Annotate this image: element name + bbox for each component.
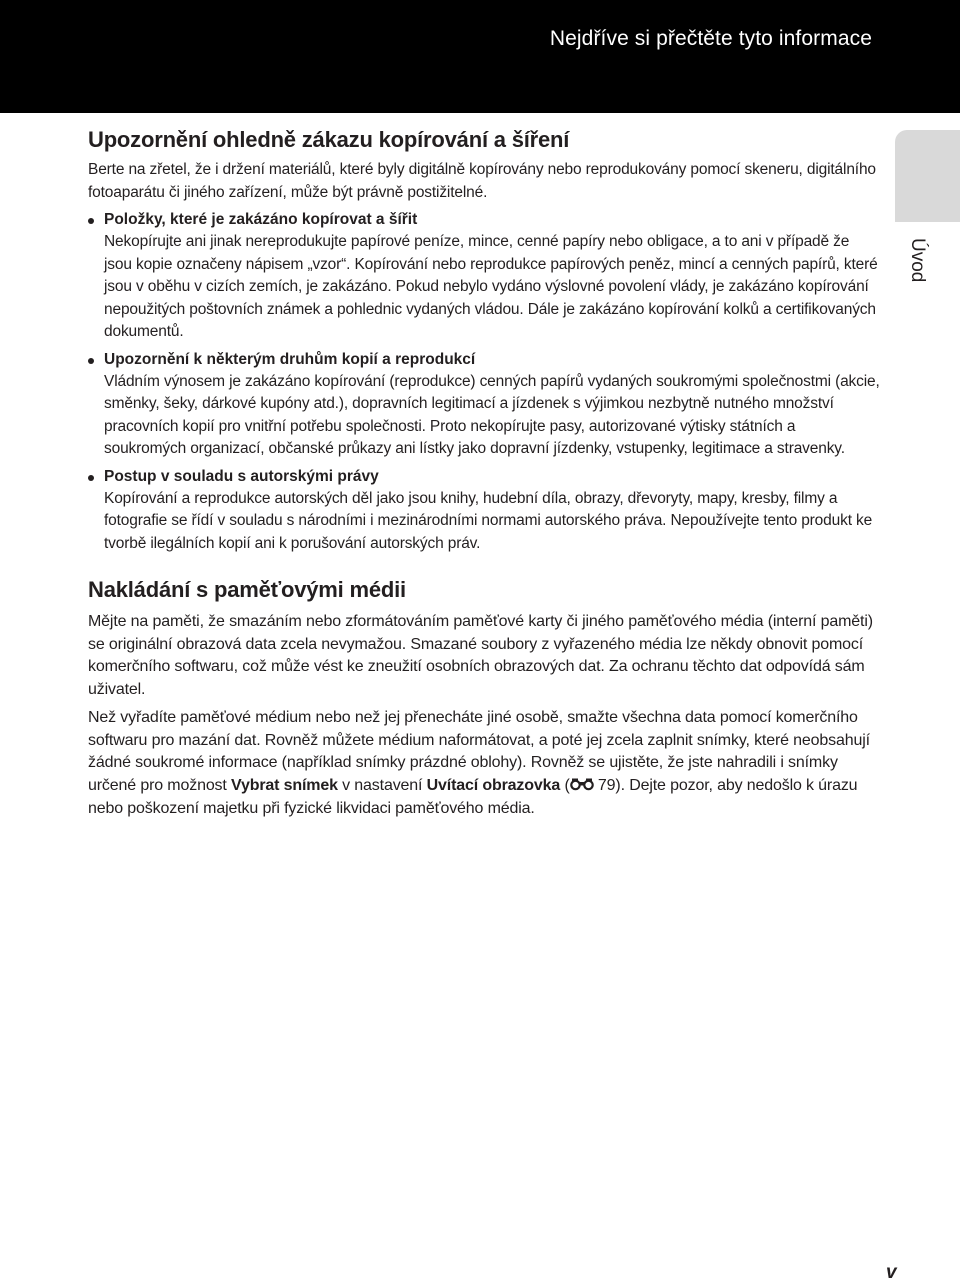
section-heading: Upozornění ohledně zákazu kopírování a šíření	[88, 127, 570, 152]
header-bar	[0, 0, 960, 113]
list-item	[88, 349, 880, 461]
side-tab	[895, 130, 960, 222]
side-tab-label: Úvod	[907, 238, 928, 283]
list-item	[88, 209, 880, 344]
menu-setting-welcome-screen: Uvítací obrazovka	[426, 776, 561, 794]
section-memory-media	[88, 575, 880, 820]
binoculars-icon	[570, 778, 594, 791]
text-run: 79). Dejte pozor, aby nedošlo k úrazu nebo poškození majetku při fyzické likvidaci paměťového média.	[88, 776, 858, 817]
page-number: v	[886, 1262, 897, 1283]
text-run: v nastavení	[337, 776, 427, 794]
list-item	[88, 466, 880, 556]
paragraph: Mějte na paměti, že smazáním nebo zformátováním paměťové karty či jiného paměťového média (interní paměti) se originální obrazová data zcela nevymažou. Smazané soubory z vyřazeného média lze někdy obnovit pomocí komerčního softwaru, což může vést ke zneužití osobních obrazových dat. Za ochranu těchto dat odpovídá sám uživatel.	[88, 613, 873, 699]
bullet-icon	[88, 475, 94, 481]
list-item-text: Vládním výnosem je zakázáno kopírování (reprodukce) cenných papírů vydaných soukromými společnostmi (akcie, směnky, šeky, dárkové kupóny atd.), dopravních legitimací a jízdenek s výjimkou nezbytně nutného množství pracovních kopií pro vnitřní potřebu společnosti. Proto nekopírujte pasy, autorizované výtisky státních a soukromých organizací, občanské průkazy ani lístky jako dopravní jízdenky, vstupenky, legitimace a stravenky.	[104, 372, 880, 457]
list-item-text: Nekopírujte ani jinak nereprodukujte papírové peníze, mince, cenné papíry nebo obligace, a to ani v případě že jsou kopie označeny nápisem „vzor“. Kopírování nebo reprodukce papírových peněz, mincí a cenných papírů, které jsou v oběhu v cizích zemích, je zakázáno. Pokud nebylo vydáno výslovné povolení vlády, je zakázáno kopírování nepoužitých poštovních známek a pohlednic vydaných vládou. Dále je zakázáno kopírování kolků a certifikovaných dokumentů.	[104, 233, 878, 340]
section-intro: Berte na zřetel, že i držení materiálů, které byly digitálně kopírovány nebo reprodukovány pomocí skeneru, digitálního fotoaparátu či jiného zařízení, může být právně postižitelné.	[88, 161, 876, 201]
list-item-title: Upozornění k některým druhům kopií a reprodukcí	[104, 350, 476, 368]
list-item-text: Kopírování a reprodukce autorských děl jako jsou knihy, hudební díla, obrazy, dřevoryty, mapy, kresby, filmy a fotografie se řídí v souladu s národními i mezinárodními normami autorského práva. Nepoužívejte tento produkt ke tvorbě ilegálních kopií ani k porušování autorských práv.	[104, 489, 873, 552]
paragraph	[88, 707, 880, 821]
notice-list	[88, 209, 880, 555]
text-run: (	[560, 776, 570, 794]
text-run: Než vyřadíte paměťové médium nebo než jej přenecháte jiné osobě, smažte všechna data pomocí komerčního softwaru pro mazání dat. Rovněž můžete médium naformátovat, a poté jej zcela zaplnit snímky, které neobsahují žádné soukromé informace (například snímky prázdné oblohy). Rovněž se ujistěte, že jste nahradili i snímky určené pro možnost	[88, 708, 870, 794]
section-heading: Nakládání s paměťovými médii	[88, 577, 406, 602]
bullet-icon	[88, 218, 94, 224]
bullet-icon	[88, 358, 94, 364]
list-item-title: Postup v souladu s autorskými právy	[104, 467, 379, 485]
page-content	[88, 125, 880, 820]
menu-option-select-image: Vybrat snímek	[231, 776, 338, 794]
header-title: Nejdříve si přečtěte tyto informace	[549, 27, 872, 50]
section-copying-notice	[88, 125, 880, 555]
list-item-title: Položky, které je zakázáno kopírovat a šířit	[104, 211, 418, 228]
